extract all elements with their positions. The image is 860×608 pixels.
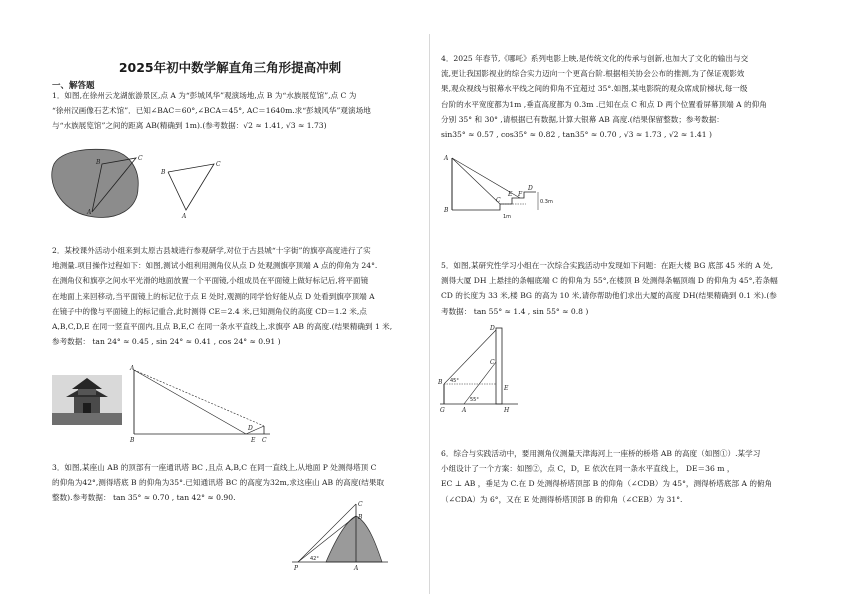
label-C: C: [216, 161, 221, 168]
question-line: EC ⊥ AB ，垂足为 C.在 D 处测得桥塔顶部 B 的仰角（∠CDB）为 45°，测得桥塔底部 A 的俯角: [441, 479, 773, 489]
question-line: 6．综合与实践活动中，要用测角仪测量天津海河上一座桥的桥塔 AB 的高度（如图①）.某学习: [441, 449, 761, 458]
pavilion-photo: [52, 375, 122, 425]
angle-42: 42°: [310, 556, 319, 562]
label-E: E: [251, 437, 256, 444]
label-E: E: [508, 191, 513, 198]
question-6-text: [441, 446, 815, 507]
label-C: C: [262, 437, 267, 444]
question-line: 流,更让我国影视业的综合实力迈向一个更高台阶.根据相关协会公布的推测,为了保证观影效: [441, 69, 745, 79]
question-line: 小组设计了一个方案：如图②，点 C，D，E 依次在同一条水平直线上， DE＝36 m ，: [441, 464, 735, 474]
question-line: 在地面上来回移动,当平面镜上的标记位于点 E 处时,观测的同学恰好能从点 D 处看到旗亭顶端 A: [52, 291, 375, 301]
question-line: CD 的长度为 33 米,楼 BG 的高为 10 米,请你帮助他们求出大厦的高度 DH(结果精确到 0.1 米).(参: [441, 291, 777, 301]
mountain-shape: [326, 516, 382, 562]
question-line: 果,观众视线与银幕水平线之间的仰角不宜超过 35°.如图,某电影院的观众席成阶梯状,每一级: [441, 84, 748, 94]
question-line: “徐州汉画像石艺术馆”．已知∠BAC＝60°,∠BCA＝45°, AC＝1640m.求“彭城风华”观演场地: [52, 106, 371, 116]
question-line: 与“水族展览馆”之间的距离 AB(精确到 1m).(参考数据：√2 ≈ 1.41, √3 ≈ 1.73): [52, 121, 327, 131]
stairs: [452, 192, 536, 210]
angle-55: 55°: [470, 397, 479, 403]
label-D: D: [490, 325, 495, 332]
label-C: C: [138, 155, 143, 162]
question-line: 5．如图,某研究性学习小组在一次综合实践活动中发现如下问题：在距大楼 BG 底部 45 米的 A 处,: [441, 261, 774, 270]
label-H: H: [504, 407, 510, 414]
label-D: D: [248, 425, 253, 432]
step-height-label: 0.3m: [540, 199, 553, 205]
label-A: A: [444, 155, 449, 162]
label-B: B: [96, 159, 101, 166]
label-B: B: [358, 514, 363, 521]
step-width-label: 1m: [503, 214, 512, 220]
label-B: B: [444, 207, 449, 214]
label-A: A: [182, 213, 187, 220]
label-A: A: [354, 565, 359, 572]
question-line: 地测量.项目操作过程如下：如图,测试小组利用测角仪从点 D 处观测旗亭顶端 A 点的仰角为 24°.: [52, 261, 378, 271]
question-2-figure: [124, 364, 274, 446]
question-line: A,B,C,D,E 在同一竖直平面内,且点 B,E,C 在同一条水平直线上,求旗亭 AB 的高度.(结果精确到 1 米,: [52, 322, 393, 332]
label-C: C: [490, 359, 495, 366]
label-E: E: [504, 385, 509, 392]
question-line: 台阶的水平宽度都为1m ,垂直高度都为 0.3m .已知在点 C 和点 D 两个位置看屏幕顶端 A 的仰角: [441, 99, 767, 109]
question-3-text: [52, 460, 420, 506]
label-A: A: [130, 365, 135, 372]
question-5-text: [441, 258, 815, 319]
question-line: 参考数据： tan 24° ≈ 0.45 , sin 24° ≈ 0.41 , cos 24° ≈ 0.91 ): [52, 337, 281, 347]
section-heading: 一、解答题: [52, 81, 95, 91]
column-divider: [429, 34, 430, 594]
question-line: 分别 35° 和 30° ,请根据已有数据,计算大银幕 AB 高度.(结果保留整数；参考数据：: [441, 114, 724, 124]
question-line: 考数据： tan 55° ≈ 1.4 , sin 55° ≈ 0.8 ): [441, 306, 589, 316]
label-B: B: [438, 379, 443, 386]
question-line: sin35° ≈ 0.57 , cos35° ≈ 0.82 , tan35° ≈ 0.70 , √3 ≈ 1.73 , √2 ≈ 1.41 ): [441, 130, 712, 140]
question-line: 1．如图,在徐州云龙湖旅游景区,点 A 为“彭城风华”观演场地,点 B 为“水族展览馆”,点 C 为: [52, 91, 357, 100]
label-G: G: [440, 407, 445, 414]
question-3-figure: [292, 500, 392, 572]
label-A: A: [87, 209, 92, 216]
label-C: C: [496, 197, 501, 204]
question-1-text: [52, 88, 420, 134]
angle-45: 45°: [450, 378, 459, 384]
question-line: 在测角仪和旗亭之间水平光滑的地面放置一个平面镜,小组成员在平面镜上做好标记后,将平面镜: [52, 276, 369, 286]
page-title: 2025年初中数学解直角三角形提高冲刺: [118, 60, 342, 75]
question-line: 在镜子中的像与平面镜上的标记重合,此时测得 CE＝2.4 米,已知测角仪的高度 CD＝1.2 米,点: [52, 306, 367, 316]
question-4-figure: [440, 150, 560, 220]
question-line: 测得大厦 DH 上悬挂的条幅底端 C 的仰角为 55°,在楼顶 B 处测得条幅顶端 D 的仰角为 45°,若条幅: [441, 276, 778, 286]
question-line: （∠CDA）为 6°，又在 E 处测得桥塔顶部 B 的仰角（∠CEB）为 31°.: [441, 494, 683, 504]
question-line: 3．如图,某座山 AB 的顶部有一座通讯塔 BC ,且点 A,B,C 在同一直线上,从地面 P 处测得塔顶 C: [52, 463, 377, 472]
triangle-diagram: [168, 164, 214, 210]
question-line: 整数).参考数据： tan 35° ≈ 0.70 , tan 42° ≈ 0.90.: [52, 493, 236, 503]
question-line: 2．某校课外活动小组来到太原古县城进行参观研学,对位于古县城“十字街”的旗亭高度进行了实: [52, 246, 371, 255]
label-P: P: [294, 565, 299, 572]
question-2-text: [52, 243, 420, 349]
question-1-figure: [40, 138, 260, 222]
label-A: A: [462, 407, 467, 414]
label-B: B: [161, 169, 166, 176]
question-line: 4．2025 年春节,《哪吒》系列电影上映,是传统文化的传承与创新,也加大了文化的输出与交: [441, 54, 749, 63]
question-5-figure: [438, 322, 528, 414]
label-F: F: [518, 191, 523, 198]
question-line: 的仰角为42°,测得塔底 B 的仰角为35°.已知通讯塔 BC 的高度为32m,求这座山 AB 的高度(结果取: [52, 478, 385, 488]
label-D: D: [528, 185, 533, 192]
label-C: C: [358, 501, 363, 508]
label-B: B: [130, 437, 135, 444]
question-4-text: [441, 51, 815, 142]
